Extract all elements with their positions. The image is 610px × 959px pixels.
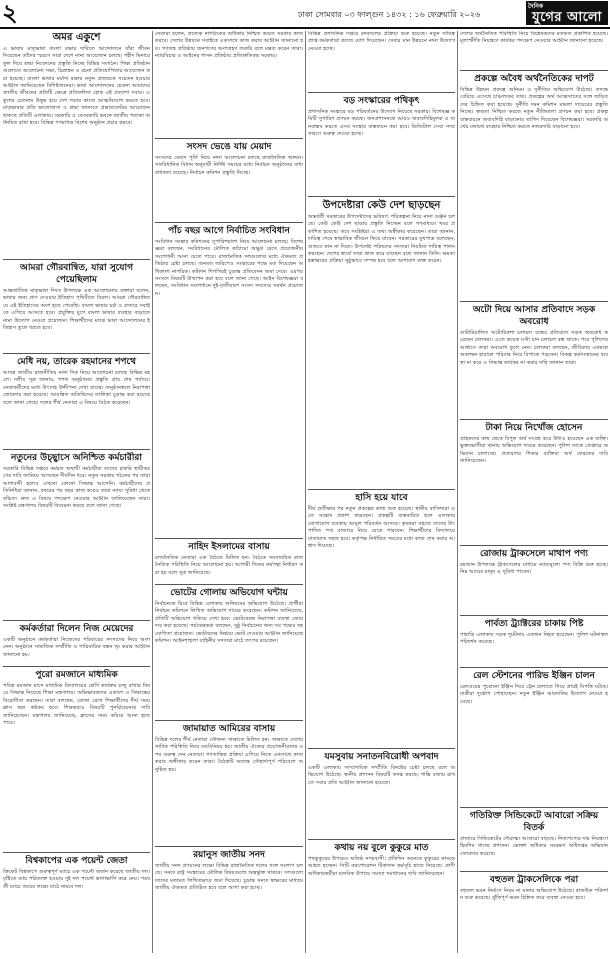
article-sanatan <box>308 751 455 836</box>
logo-title: যুগের আলো <box>532 10 602 25</box>
article-body: এ ভাষায় মাতৃভাষা বাংলা রক্ষার দাবিতে আন্দোলনে যাঁরা জীবন দিয়েছেন তাঁদের স্মরণে সারা দেশে নানা আয়োজন চলছে। শহীদ মিনারে ফুল দিয়ে শ্রদ্ধা নিবেদনের প্রস্তুতি নিচ্ছে বিভিন্ন সংগঠন। শিক্ষা প্রতিষ্ঠানগুলোতে আলোচনা সভা, চিত্রাঙ্কন ও রচনা প্রতিযোগিতার আয়োজন করা হয়েছে। বাংলা ভাষার মর্যাদা রক্ষায় নতুন প্রজন্মকে সচেতন হওয়ার আহ্বান জানিয়েছেন বিশিষ্টজনেরা। ভাষা আন্দোলনের চেতনা আমাদের জাতীয় জীবনের প্রতিটি ক্ষেত্রে প্রতিফলিত হোক এই প্রত্যাশা সবার। একুশের চেতনায় উদ্বুদ্ধ হয়ে দেশ গড়ার কাজে আত্মনিয়োগ করতে হবে। মাতৃভাষার প্রতি ভালোবাসা ও শ্রদ্ধা জানাতে প্রভাতফেরির আয়োজন থাকছে প্রতিটি এলাকায়। সরকারি ও বেসরকারি ভবনে জাতীয় পতাকা অর্ধনমিত রাখা হবে। বিভিন্ন গণমাধ্যম বিশেষ অনুষ্ঠান প্রচার করবে। <box>3 46 150 127</box>
article-headline: পার্বত্য ট্র্যাক্টরের চাকায় পিষ্ট <box>484 619 584 629</box>
article-nahid <box>155 541 303 581</box>
article-songbidhan <box>155 225 303 535</box>
article-voter-obhijog <box>155 587 303 717</box>
article-jatiyo-sanad <box>155 849 303 953</box>
article-headline: উপদেষ্টারা কেউ দেশ ছাড়ছেন <box>322 200 441 211</box>
article-divider <box>155 846 303 847</box>
article-auto <box>460 304 608 416</box>
article-body: সংবিধান সংস্কার কমিশনের সুপারিশমালা নিয়ে আলোচনা চলছে। বিশেষজ্ঞরা বলছেন, সংবিধানের মৌলিক কাঠামো অক্ষুণ্ণ রেখে প্রয়োজনীয় সংশোধনী আনা যেতে পারে। রাজনৈতিক দলগুলোর মধ্যে ঐকমত্য প্রতিষ্ঠার চেষ্টা চলছে। জনমত জরিপেও সংস্কারের পক্ষে মত দিয়েছেন অধিকাংশ নাগরিক। কমিশন শিগগিরই চূড়ান্ত প্রতিবেদন জমা দেবে। এরপর সংসদে বিষয়টি উত্থাপন করা হবে বলে জানা গেছে। আইন বিশেষজ্ঞরা বলছেন, সংবিধান সংশোধনে দুই-তৃতীয়াংশ সংসদ সদস্যের সমর্থন প্রয়োজন। <box>155 239 303 297</box>
article-divider <box>460 419 608 420</box>
article-kormochari <box>3 452 150 617</box>
article-syndicate <box>460 810 608 868</box>
article-divider <box>3 620 150 621</box>
article-divider <box>308 748 455 749</box>
article-headline: ভোটের গোলায় অভিযোগ ঘন্টায় <box>170 588 288 598</box>
article-body: পাহাড়ি এলাকায় সড়ক দুর্ঘটনায় একজন নিহত হয়েছেন। পুলিশ ঘটনাস্থল পরিদর্শন করেছে। <box>460 632 608 646</box>
article-divider <box>155 584 303 585</box>
article-headline: রয়ানুস জাতীয় সনদ <box>193 850 265 860</box>
article-headline: বহুতল ট্রাকসেলিকে পরা <box>489 875 579 885</box>
article-body: একটি এলাকায় সাম্প্রদায়িক সম্প্রীতি বিনষ্টের চেষ্টা চলছে বলে অভিযোগ উঠেছে। স্থানীয় প্রশাসন বিষয়টি তদন্ত করছে। শান্তি বজায় রাখতে সবার প্রতি আহ্বান জানানো হয়েছে। <box>308 765 455 786</box>
article-divider <box>460 70 608 71</box>
article-body: বহুতল ভবন নির্মাণে নিয়ম না মানার অভিযোগ উঠেছে। রাজউক পরিদর্শন শুরু করেছে। ঝুঁকিপূর্ণ ভবন চিহ্নিত করে ব্যবস্থা নেওয়া হবে। <box>460 888 608 902</box>
article-headline: নতুনের উচ্ছ্বাসে অনিশ্চিত কর্মচারীরা <box>10 453 142 463</box>
article-divider <box>460 667 608 668</box>
article-body: সরকারি বিভিন্ন দপ্তরে কর্মরত অস্থায়ী কর্মচারীরা তাদের চাকরি স্থায়ীকরণের দাবি জানিয়ে আসছেন দীর্ঘদিন ধরে। নতুন সরকার গঠনের পর তারা আশাবাদী হলেও এখনো কোনো সিদ্ধান্ত আসেনি। কর্মচারীদের প্রতিনিধিরা জানান, বছরের পর বছর কাজ করেও তারা ন্যায্য সুবিধা থেকে বঞ্চিত। দ্রুত এ বিষয়ে পদক্ষেপ নেওয়ার আহ্বান জানিয়েছেন তারা। সংশ্লিষ্ট মন্ত্রণালয় বিষয়টি বিবেচনা করছে বলে জানা গেছে। <box>3 466 150 510</box>
article-taka-niye <box>460 422 608 542</box>
article-headline: রোজায় ট্রাকসেলে মাথাপ পণ্য <box>479 549 589 559</box>
article-body: আন্তর্জাতিক মাতৃভাষা দিবস উপলক্ষে এক আলোচনায় বক্তারা বলেন, ভাষার জন্য প্রাণ দেওয়ার ইতিহাস পৃথিবীতে বিরল। আমরা গৌরবান্বিত যে এই ইতিহাসের অংশ হতে পেরেছি। বাংলা ভাষার চর্চা ও প্রসারে সবাইকে এগিয়ে আসতে হবে। প্রযুক্তির যুগে বাংলা ভাষার ব্যবহার বাড়াতে নানা উদ্যোগ নেওয়া প্রয়োজন। শিক্ষার্থীদের মাঝে ভাষা আন্দোলনের ইতিহাস তুলে ধরতে হবে। <box>3 288 150 332</box>
dateline: ঢাকা সোমবার ০৩ ফাল্গুন ১৪৩২ : ১৬ ফেব্রুয়ারি ২০২৬ <box>298 10 481 19</box>
article-body: গ্রাহকদের কাছ থেকে বিপুল অর্থ সংগ্রহ করে উধাও হয়েছেন এক ব্যক্তি। ভুক্তভোগীরা থানায় অভিযোগ দায়ের করেছেন। পুলিশ তাকে গ্রেপ্তারে অভিযান চালাচ্ছে। প্রতারণার শিকার ব্যক্তিরা অর্থ ফেরতের দাবি জানিয়েছেন। <box>460 436 608 465</box>
article-headline: বড় সংস্কারের পথিকৃৎ <box>343 96 420 106</box>
article-headline: পুরো রমজানে মাধ্যমিক <box>35 670 118 680</box>
article-body: রেলওয়ের পুরোনো ইঞ্জিন দিয়ে ট্রেন চালাতে গিয়ে প্রায়ই বিপত্তি ঘটছে। যাত্রীরা দুর্ভোগ পোহাচ্ছেন। নতুন ইঞ্জিন আমদানির উদ্যোগ নেওয়া হয়েছে। <box>460 684 608 705</box>
article-divider <box>308 489 455 490</box>
article-headline: হাসি হয়ে যাবে <box>355 493 408 503</box>
article-body: নির্বাচনকে ঘিরে বিভিন্ন এলাকায় অনিয়মের অভিযোগ উঠেছে। প্রার্থীরা নির্বাচন কমিশনে লিখিত অভিযোগ দায়ের করেছেন। কমিশন জানিয়েছে, প্রতিটি অভিযোগ খতিয়ে দেখা হবে। ভোটকেন্দ্রে নিরাপত্তা ব্যবস্থা জোরদার করা হয়েছে। পর্যবেক্ষকরা বলছেন, সুষ্ঠু নির্বাচনের জন্য সব পক্ষের সহযোগিতা প্রয়োজন। ভোটারদের নির্ভয়ে ভোট দেওয়ার আহ্বান জানিয়েছে কমিশন। আইনশৃঙ্খলা বাহিনীর সদস্যরা মাঠে তৎপর রয়েছেন। <box>155 601 303 645</box>
article-divider <box>460 301 608 302</box>
column-rule-1 <box>152 31 153 953</box>
article-kormokorta <box>3 623 150 663</box>
page-number: ২ <box>2 0 18 27</box>
article-col2-continued <box>155 31 303 135</box>
article-divider <box>308 839 455 840</box>
article-divider <box>3 259 150 260</box>
article-upodeshta <box>308 199 455 486</box>
article-divider <box>155 720 303 721</box>
article-divider <box>155 222 303 223</box>
article-body: পথকুকুরের উপদ্রবে অতিষ্ঠ নগরবাসী। প্রতিদিন অনেকে কুকুরের কামড়ে আহত হচ্ছেন। সিটি করপোরেশন টিকাদান কর্মসূচি হাতে নিয়েছে। প্রাণী অধিকারকর্মীরা মানবিক উপায়ে সমস্যা সমাধানের দাবি জানিয়েছেন। <box>308 856 455 877</box>
article-body: একটি অনুষ্ঠানে কর্মকর্তারা নিজেদের পরিবারের সদস্যদের নিয়ে অংশ নেন। অনুষ্ঠানে সামাজিক সম্প্রীতি ও পারিবারিক বন্ধন দৃঢ় করার আহ্বান জানানো হয়। <box>3 637 150 658</box>
masthead <box>0 0 610 28</box>
article-headline: নাহিদ ইসলামের বাসায় <box>188 542 270 552</box>
article-divider <box>460 545 608 546</box>
article-divider <box>460 615 608 616</box>
column-rule-2 <box>305 31 306 953</box>
article-body: সংসদের মেয়াদ পূর্তি নিয়ে নানা আলোচনা চলছে রাজনৈতিক অঙ্গনে। সাংবিধানিক বিধান অনুযায়ী নির্দিষ্ট সময়ের মধ্যে নির্বাচন অনুষ্ঠানের বাধ্যবাধকতা রয়েছে। নির্বাচন কমিশন প্রস্তুতি নিচ্ছে। <box>155 155 303 176</box>
column-rule-3 <box>457 31 458 953</box>
article-body: প্রশাসনিক সংস্কারে বড় পরিবর্তনের উদ্যোগ নিয়েছে সরকার। বিশেষজ্ঞ কমিটি সুপারিশ প্রণয়ন করছে। জনপ্রশাসনকে আরও জবাবদিহিমূলক ও জনবান্ধব করতে এসব সংস্কার বাস্তবায়ন করা হবে। ডিজিটাল সেবা সম্প্রসারণে গুরুত্ব দেওয়া হচ্ছে। <box>308 109 455 138</box>
article-headline: সংসদ ভেঙে যায় মেয়াদ <box>186 142 272 152</box>
article-omor-ekushe <box>3 31 150 256</box>
article-headline: রেল স্টেশনের পারিভ ইঞ্জিন চালন <box>473 671 595 681</box>
article-gouranbito <box>3 262 150 350</box>
article-headline: যমসুবায় সনাতনবিরোধী অপবাদ <box>324 752 439 762</box>
article-jamaat <box>155 723 303 843</box>
article-body: অন্তর্বর্তী সরকারের উপদেষ্টাদের ভবিষ্যৎ পরিকল্পনা নিয়ে নানা গুঞ্জন চলছে। কেউ কেউ দেশ ছাড়ার প্রস্তুতি নিচ্ছেন বলে গণমাধ্যমে খবর প্রকাশিত হয়েছে। তবে সংশ্লিষ্টরা এ তথ্য অস্বীকার করেছেন। তারা জানান, দায়িত্ব শেষে স্বাভাবিক জীবনে ফিরে যাবেন। সরকারের মুখপাত্র বলেছেন, গুজবে কান না দিতে। উপদেষ্টা পরিষদের সদস্যরা নিয়মিত দায়িত্ব পালন করছেন। দেশের স্বার্থে তারা কাজ করে যাচ্ছেন বলে জানান তিনি। ক্ষমতা হস্তান্তরের প্রক্রিয়া সুষ্ঠুভাবে সম্পন্ন হবে বলে আশাবাদ ব্যক্ত করেন। <box>308 214 455 265</box>
article-divider <box>3 852 150 853</box>
article-headline: আমরা গৌরবান্বিত, যারা সুযোগ পেয়েছিলাম <box>20 263 133 285</box>
article-hasi <box>308 492 455 745</box>
article-kukur <box>308 842 455 953</box>
article-headline: অমর একুশে <box>52 32 101 43</box>
article-body: ক্রিকেট বিশ্বকাপে গুরুত্বপূর্ণ ম্যাচে এক পয়েন্ট অর্জন করেছে জাতীয় দল। বৃষ্টিতে ম্যাচ পরিত্যক্ত হওয়ায় দুই দল পয়েন্ট ভাগাভাগি করে নেয়। পরবর্তী ম্যাচে জয়ের লক্ষ্যে মাঠে নামবে দল। <box>3 869 150 890</box>
article-rail <box>460 670 608 804</box>
article-divider <box>3 353 150 354</box>
article-shopoth <box>3 356 150 446</box>
article-trucksale <box>460 548 608 612</box>
article-headline: প্রকল্পে অবৈধ অর্থনৈতিকের দাপট <box>474 74 594 84</box>
article-body: নেতারা বলেন, প্রত্যেক নাগরিকের অধিকার নিশ্চিত করতে সরকার কাজ করবে। দেশের উন্নয়নে সবাইকে একসাথে কাজ করার আহ্বান জানানো হয়। গণতন্ত্র প্রতিষ্ঠায় জনগণের অংশগ্রহণ জরুরি বলে মন্তব্য করেন তারা। ন্যায়বিচার ও আইনের শাসন প্রতিষ্ঠায় প্রতিশ্রুতিবদ্ধ সরকার। <box>155 31 303 60</box>
article-songskar <box>308 95 455 193</box>
article-body: দীর্ঘ প্রতীক্ষার পর নতুন প্রকল্পের কাজ শুরু হয়েছে। স্থানীয় বাসিন্দারা এতে সন্তোষ প্রকাশ করেছেন। প্রকল্পটি বাস্তবায়িত হলে এলাকার যোগাযোগ ব্যবস্থায় আমূল পরিবর্তন আসবে। কৃষকরা সহজে তাদের উৎপাদিত পণ্য বাজারে নিয়ে যেতে পারবেন। শিক্ষার্থীদের বিদ্যালয়ে যাতায়াত সহজ হবে। কর্তৃপক্ষ নির্ধারিত সময়ের মধ্যে কাজ শেষ করার আশ্বাস দিয়েছে। <box>308 506 455 550</box>
masthead-rule <box>0 27 610 29</box>
article-worldcup <box>3 855 150 953</box>
article-headline: কথায় নয় বুলে কুকুরে মাত <box>334 843 429 853</box>
logo-prefix: দৈনিক <box>528 3 544 10</box>
article-body: রাজনৈতিক নেতারা এক বৈঠকে মিলিত হন। বৈঠকে সমসাময়িক রাজনৈতিক পরিস্থিতি নিয়ে আলোচনা হয়। আগামী দিনের কর্মপন্থা নির্ধারণ করা হয় বলে সূত্র জানিয়েছে। <box>155 555 303 576</box>
article-body: পবিত্র রমজান মাসে মাধ্যমিক বিদ্যালয়ের শ্রেণি কার্যক্রম চালু রাখার বিষয়ে সিদ্ধান্ত নিয়েছে শিক্ষা মন্ত্রণালয়। অভিভাবকদের একাংশ এ সিদ্ধান্তের বিরোধিতা করছেন। তারা বলছেন, রোজা রেখে শিক্ষার্থীদের দীর্ঘ সময় ক্লাস করা কষ্টকর হবে। শিক্ষকরাও বিষয়টি পুনর্বিবেচনার দাবি জানিয়েছেন। মন্ত্রণালয় জানিয়েছে, ক্লাসের সময় কমিয়ে আনা হতে পারে। <box>3 683 150 727</box>
article-body: ব্যাটারিচালিত অটোরিকশা চলাচল বন্ধের প্রতিবাদে সড়ক অবরোধ করেছেন চালকরা। এতে কয়েক ঘণ্টা যান চলাচল বন্ধ থাকে। পরে পুলিশের আশ্বাসে তারা অবরোধ তুলে নেন। চালকরা বলছেন, জীবিকার একমাত্র অবলম্বন হারালে পরিবার নিয়ে বিপাকে পড়বেন। বিকল্প কর্মসংস্থানের ব্যবস্থা না করে এ সিদ্ধান্ত কার্যকর না করার দাবি জানান তারা। <box>460 330 608 366</box>
article-divider <box>3 666 150 667</box>
newspaper-logo <box>526 1 608 25</box>
article-headline: পাঁচ বছর আগে নির্বাচিত সংবিধান <box>168 226 290 236</box>
article-divider <box>460 807 608 808</box>
article-headline: অটো দিয়ে আসার প্রতিবাদে সড়ক অবরোধ <box>472 305 596 327</box>
article-divider <box>460 871 608 872</box>
article-tractor <box>460 618 608 664</box>
article-sangsad <box>155 141 303 219</box>
article-prokolpo <box>460 73 608 298</box>
article-body: বিভিন্ন দলের শীর্ষ নেতারা সৌজন্য সাক্ষাতে মিলিত হন। সাক্ষাতে দেশের সার্বিক পরিস্থিতি নিয়ে মতবিনিময় হয়। জাতীয় ঐক্যের প্রয়োজনীয়তার ওপর গুরুত্ব দেন নেতারা। গণতান্ত্রিক প্রক্রিয়া এগিয়ে নিতে একসাথে কাজ করার অঙ্গীকার করেন তারা। বৈঠকটি অত্যন্ত সৌহার্দ্যপূর্ণ পরিবেশে অনুষ্ঠিত হয়। <box>155 737 303 773</box>
article-body: আসন্ন জাতীয় রাজনীতির নানা দিক নিয়ে আলোচনা চলছে বিভিন্ন মহলে। দলীয় সূত্র জানায়, শপথ অনুষ্ঠানের প্রস্তুতি প্রায় শেষ পর্যায়ে। নেতাকর্মীদের মধ্যে উৎসাহ উদ্দীপনা দেখা যাচ্ছে। অনুষ্ঠানস্থলে নিরাপত্তা জোরদার করা হয়েছে। আমন্ত্রিত অতিথিদের তালিকা চূড়ান্ত করা হয়েছে বলে জানা গেছে। দলের শীর্ষ নেতারা এ বিষয়ে বৈঠক করেছেন। <box>3 370 150 406</box>
article-body: জাতীয় সনদ প্রণয়নের লক্ষ্যে বিভিন্ন রাজনৈতিক দলের সঙ্গে সংলাপ চলছে। সনদে রাষ্ট্র সংস্কারের মৌলিক বিষয়গুলো অন্তর্ভুক্ত থাকবে। দলগুলো তাদের মতামত লিখিতভাবে জমা দিয়েছে। চূড়ান্ত সনদে স্বাক্ষরের মাধ্যমে জাতীয় ঐক্যমত প্রতিষ্ঠিত হবে বলে আশা করা হচ্ছে। <box>155 863 303 892</box>
article-divider <box>155 138 303 139</box>
article-body: বাজারে সিন্ডিকেটের দৌরাত্ম্য আবারো বাড়ছে। নিত্যপণ্যের দাম নিয়ন্ত্রণে হিমশিম খাচ্ছে প্রশাসন। ভোক্তা অধিকার সংরক্ষণ অধিদপ্তর অভিযান জোরদার করেছে। <box>460 836 608 857</box>
article-body: বিভিন্ন প্রশাসনিক দপ্তরে রদবদলের প্রক্রিয়া শুরু হয়েছে। নতুন দায়িত্বপ্রাপ্ত কর্মকর্তারা কাজে যোগ দিয়েছেন। সেবার মান উন্নয়নে নানা উদ্যোগ নেওয়া হচ্ছে। <box>308 31 455 52</box>
article-headline: মেধি নয়, তারেক রহমানের শপথে <box>17 357 136 367</box>
article-headline: জামায়াত আমিরের বাসায় <box>182 724 276 734</box>
article-col4-continued <box>460 31 608 67</box>
article-divider <box>308 196 455 197</box>
article-body: দেশের অর্থনৈতিক পরিস্থিতি নিয়ে বিশ্লেষকদের মতামত প্রকাশিত হয়েছে। মূল্যস্ফীতি নিয়ন্ত্রণে কার্যকর পদক্ষেপ নেওয়ার আহ্বান জানানো হয়েছে। <box>460 31 608 45</box>
article-headline: টাকা নিয়ে নিখোঁজ হোসেন <box>485 423 583 433</box>
article-headline: কর্মকর্তারা দিলেন নিজ মেয়েদের <box>19 624 134 634</box>
article-headline: গতিরিক্ত সিন্ডিকেটে আবারো সক্রিয় বিতর্ক <box>469 811 599 833</box>
article-headline: বিশ্বকাপের এক পয়েন্ট জেতা <box>25 856 128 866</box>
article-bohutol <box>460 874 608 953</box>
article-divider <box>308 92 455 93</box>
article-divider <box>155 538 303 539</box>
article-divider <box>3 449 150 450</box>
article-ramzan <box>3 669 150 849</box>
article-body: রমজান উপলক্ষে ট্রাকসেলের মাধ্যমে ন্যায্যমূল্যে পণ্য বিক্রি শুরু হচ্ছে। নিম্ন আয়ের মানুষ এ সুবিধা পাবেন। <box>460 562 608 576</box>
article-col3-continued <box>308 31 455 89</box>
article-body: বিভিন্ন উন্নয়ন প্রকল্পে অনিয়ম ও দুর্নীতির অভিযোগ উঠেছে। তদন্তে বেরিয়ে এসেছে চাঞ্চল্যকর তথ্য। প্রকল্পের অর্থ আত্মসাতের সঙ্গে জড়িতদের চিহ্নিত করা হয়েছে। দুর্নীতি দমন কমিশন মামলা দায়েরের প্রস্তুতি নিচ্ছে। স্বচ্ছতা নিশ্চিত করতে নতুন নীতিমালা প্রণয়ন করা হবে। প্রকল্প বাস্তবায়নে জবাবদিহি বাড়ানোর তাগিদ দিয়েছেন বিশেষজ্ঞরা। সরকারি অর্থের যথাযথ ব্যবহার নিশ্চিত করতে নজরদারি বাড়ানো হবে। <box>460 87 608 131</box>
